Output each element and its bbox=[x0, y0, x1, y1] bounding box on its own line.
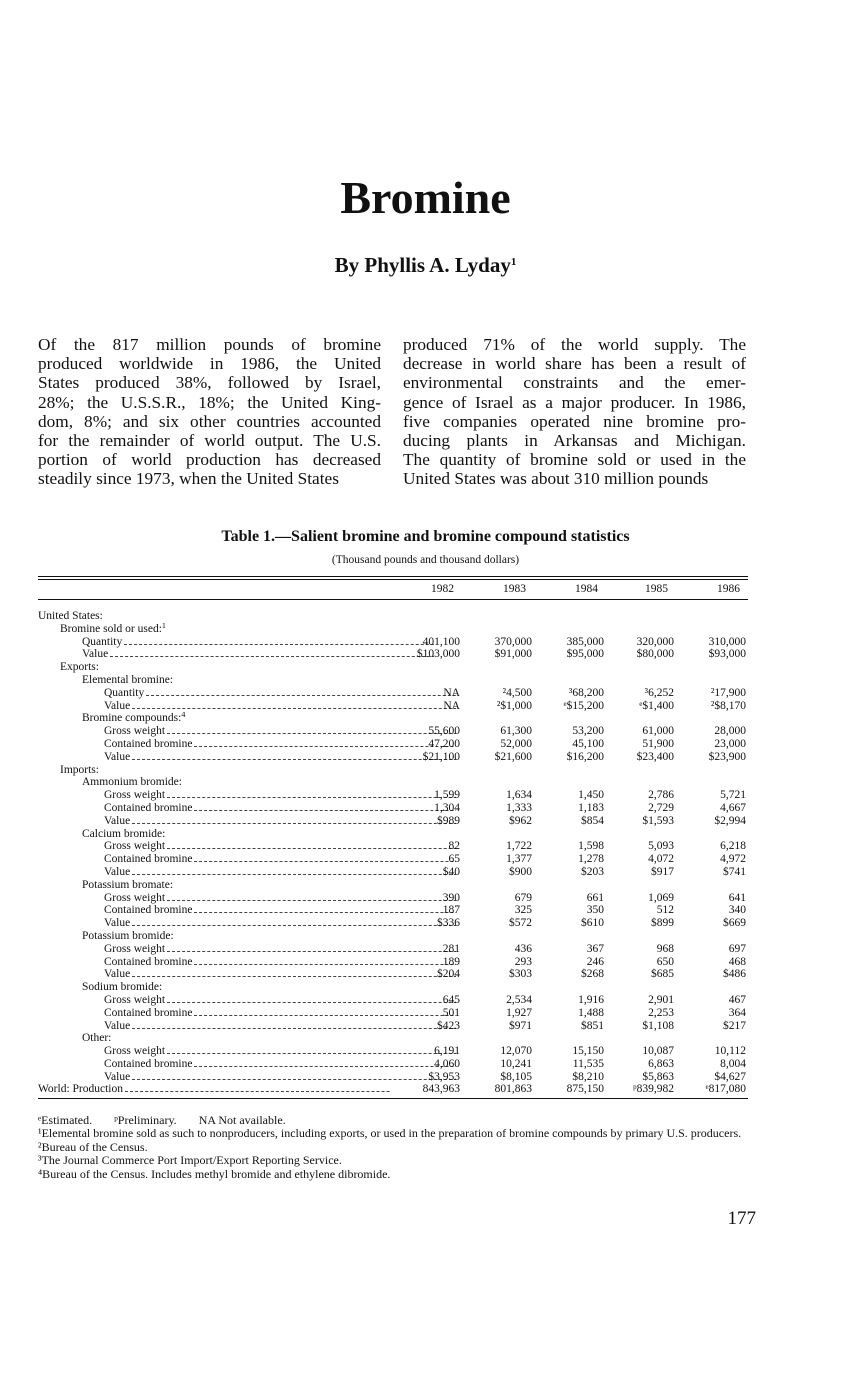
table-row bbox=[38, 853, 748, 866]
table-cell-1986: $2,994 bbox=[714, 814, 746, 827]
body-column-right bbox=[403, 335, 746, 489]
table-cell-1986: 4,972 bbox=[720, 853, 746, 866]
table-cell-1983: $900 bbox=[509, 865, 532, 878]
table-cell-1982: 187 bbox=[442, 904, 460, 917]
article-title: Bromine bbox=[340, 172, 511, 223]
table-cell-1983: 1,927 bbox=[506, 1006, 532, 1019]
table-cell-1983: $8,105 bbox=[500, 1070, 532, 1083]
body-column-left bbox=[38, 335, 381, 489]
table-cell-1985: 2,253 bbox=[648, 1006, 674, 1019]
footnote-2: ²Bureau of the Census. bbox=[38, 1139, 148, 1154]
table-cell-1986: 4,667 bbox=[720, 801, 746, 814]
table-row bbox=[38, 751, 748, 764]
table-cell-1983: 61,300 bbox=[500, 725, 532, 738]
table-cell-1986: 28,000 bbox=[714, 725, 746, 738]
table-cell-1983: ²4,500 bbox=[502, 686, 532, 699]
table-cell-1986: 697 bbox=[728, 942, 746, 955]
row-label-text: Contained bromine bbox=[104, 904, 193, 917]
byline bbox=[0, 252, 851, 278]
row-label-text: Value bbox=[104, 750, 131, 763]
row-label bbox=[38, 879, 434, 892]
row-label-text: Contained bromine bbox=[104, 801, 193, 814]
table-cell-1983: 2,534 bbox=[506, 993, 532, 1006]
row-label-text: Value bbox=[104, 699, 131, 712]
table-cell-1983: 10,241 bbox=[500, 1057, 532, 1070]
body-line: environmental constraints and the emer- bbox=[403, 373, 746, 393]
table-row bbox=[38, 840, 748, 853]
table-cell-1984: 1,916 bbox=[578, 993, 604, 1006]
table-cell-1985: 2,786 bbox=[648, 789, 674, 802]
table-row bbox=[38, 994, 748, 1007]
table-cell-1983: $21,600 bbox=[494, 750, 532, 763]
table-section-heading bbox=[38, 879, 748, 892]
table-cell-1985: 512 bbox=[656, 904, 674, 917]
table-cell-1984: $610 bbox=[581, 917, 604, 930]
row-label-text: Bromine sold or used: bbox=[60, 622, 162, 635]
year-header: 1984 bbox=[575, 583, 598, 595]
table-cell-1986: 364 bbox=[728, 1006, 746, 1019]
table-cell-1983: 1,333 bbox=[506, 801, 532, 814]
table-cell-1985: $1,593 bbox=[642, 814, 674, 827]
table-row bbox=[38, 1058, 748, 1071]
table-cell-1985: $1,108 bbox=[642, 1019, 674, 1032]
row-label-text: Contained bromine bbox=[104, 1057, 193, 1070]
table-cell-1986: 5,721 bbox=[720, 789, 746, 802]
table-row bbox=[38, 917, 748, 930]
table-cell-1984: $95,000 bbox=[566, 648, 604, 661]
table-cell-1984: 246 bbox=[586, 955, 604, 968]
table-cell-1984: ᵉ$15,200 bbox=[563, 699, 604, 712]
table-row bbox=[38, 1083, 748, 1096]
table-cell-1985: 51,900 bbox=[642, 737, 674, 750]
table-section-heading bbox=[38, 1032, 748, 1045]
row-label-text: Gross weight bbox=[104, 993, 166, 1006]
row-label bbox=[38, 764, 412, 777]
row-label bbox=[38, 661, 412, 674]
table-cell-1982: 281 bbox=[442, 942, 460, 955]
table-cell-1986: 6,218 bbox=[720, 840, 746, 853]
row-label bbox=[38, 776, 434, 789]
body-line: portion of world production has decreased bbox=[38, 450, 381, 470]
table-cell-1984: 1,450 bbox=[578, 789, 604, 802]
table-cell-1984: 367 bbox=[586, 942, 604, 955]
body-line: gence of Israel as a major producer. In 1986, bbox=[403, 392, 746, 412]
table-cell-1982: 82 bbox=[448, 840, 460, 853]
table-cell-1984: 385,000 bbox=[566, 635, 604, 648]
row-label-text: Contained bromine bbox=[104, 1006, 193, 1019]
table-row bbox=[38, 815, 748, 828]
row-label-text: Gross weight bbox=[104, 789, 166, 802]
table-row bbox=[38, 700, 748, 713]
table-row bbox=[38, 1007, 748, 1020]
row-label-text: Contained bromine bbox=[104, 853, 193, 866]
table-cell-1986: $741 bbox=[723, 865, 746, 878]
table-cell-1982: 390 bbox=[442, 891, 460, 904]
leader-dots bbox=[124, 643, 434, 645]
table-subtitle: (Thousand pounds and thousand dollars) bbox=[331, 554, 520, 566]
table-section-heading bbox=[38, 610, 748, 623]
table-row bbox=[38, 1045, 748, 1058]
table-cell-1984: $851 bbox=[581, 1019, 604, 1032]
table-cell-1983: 436 bbox=[514, 942, 532, 955]
body-line: produced 71% of the world supply. The bbox=[403, 335, 746, 354]
table-section-heading bbox=[38, 674, 748, 687]
body-line: States produced 38%, followed by Israel, bbox=[38, 373, 381, 393]
table-cell-1982: 6,191 bbox=[434, 1045, 460, 1058]
table-cell-1983: 293 bbox=[514, 955, 532, 968]
body-line: United States was about 310 million pounds bbox=[403, 469, 709, 489]
table-cell-1986: $93,000 bbox=[708, 648, 746, 661]
body-line: 28%; the U.S.S.R., 18%; the United King- bbox=[38, 392, 381, 412]
body-line: Of the 817 million pounds of bromine bbox=[38, 335, 381, 354]
table-cell-1984: $203 bbox=[581, 865, 604, 878]
table-cell-1983: $303 bbox=[509, 968, 532, 981]
table-section-heading bbox=[38, 828, 748, 841]
table-cell-1986: $4,627 bbox=[714, 1070, 746, 1083]
leader-dots bbox=[125, 1090, 390, 1092]
table-cell-1983: $572 bbox=[509, 917, 532, 930]
table-cell-1985: 650 bbox=[656, 955, 674, 968]
table-cell-1984: 15,150 bbox=[572, 1045, 604, 1058]
table-cell-1983: $962 bbox=[509, 814, 532, 827]
table-cell-1984: 1,488 bbox=[578, 1006, 604, 1019]
table-cell-1982: NA bbox=[443, 699, 460, 712]
row-label-text: Value bbox=[104, 1070, 131, 1083]
table-row bbox=[38, 725, 748, 738]
table-row bbox=[38, 892, 748, 905]
footnotes bbox=[38, 1114, 758, 1181]
table-cell-1982: 4,060 bbox=[434, 1057, 460, 1070]
table-cell-1985: 5,093 bbox=[648, 840, 674, 853]
footnote-4: ⁴Bureau of the Census. Includes methyl bromide and ethylene dibromide. bbox=[38, 1166, 391, 1181]
row-label bbox=[38, 636, 434, 649]
table-cell-1986: $669 bbox=[723, 917, 746, 930]
table-cell-1986: 8,004 bbox=[720, 1057, 746, 1070]
table-row bbox=[38, 789, 748, 802]
table-cell-1986: $217 bbox=[723, 1019, 746, 1032]
table-cell-1986: 10,112 bbox=[714, 1045, 746, 1058]
footnote-marker: 4 bbox=[181, 712, 186, 720]
row-label bbox=[38, 610, 390, 623]
table-section-heading bbox=[38, 776, 748, 789]
row-label-text: Bromine compounds: bbox=[82, 712, 182, 725]
table-cell-1985: $917 bbox=[651, 865, 674, 878]
row-label-text: Calcium bromide: bbox=[82, 827, 166, 840]
row-label-text: Gross weight bbox=[104, 891, 166, 904]
body-line: decrease in world share has been a result of bbox=[403, 354, 746, 374]
table-cell-1983: 52,000 bbox=[500, 737, 532, 750]
statistics-table-body bbox=[38, 610, 748, 1096]
table-cell-1986: 468 bbox=[728, 955, 746, 968]
row-label-text: Potassium bromate: bbox=[82, 878, 174, 891]
year-header: 1983 bbox=[503, 583, 526, 595]
row-label-text: Gross weight bbox=[104, 1045, 166, 1058]
row-label bbox=[38, 1083, 390, 1096]
table-row bbox=[38, 866, 748, 879]
leader-dots bbox=[110, 655, 434, 657]
table-cell-1982: 1,599 bbox=[434, 789, 460, 802]
table-cell-1984: ³68,200 bbox=[568, 686, 604, 699]
table-cell-1986: ²17,900 bbox=[710, 686, 746, 699]
table-cell-1984: 45,100 bbox=[572, 737, 604, 750]
table-section-heading bbox=[38, 712, 748, 725]
table-section-heading bbox=[38, 981, 748, 994]
row-label-text: Imports: bbox=[60, 763, 99, 776]
table-cell-1982: $21,100 bbox=[422, 750, 460, 763]
row-label-text: Gross weight bbox=[104, 725, 166, 738]
table-cell-1985: ᵖ839,982 bbox=[633, 1083, 674, 1096]
table-cell-1982: 501 bbox=[442, 1006, 460, 1019]
table-cell-1982: 843,963 bbox=[422, 1083, 460, 1096]
row-label-text: Elemental bromine: bbox=[82, 673, 174, 686]
body-line: dom, 8%; and six other countries accounted bbox=[38, 411, 381, 431]
table-cell-1982: NA bbox=[443, 686, 460, 699]
table-cell-1982: $204 bbox=[437, 968, 460, 981]
footnote-3: ³The Journal Commerce Port Import/Export Reporting Service. bbox=[38, 1153, 342, 1168]
body-line: ducing plants in Arkansas and Michigan. bbox=[403, 431, 746, 451]
row-label bbox=[38, 648, 434, 661]
table-cell-1986: ²$8,170 bbox=[710, 699, 746, 712]
table-cell-1983: 801,863 bbox=[494, 1083, 532, 1096]
row-label bbox=[38, 981, 434, 994]
table-top-rule bbox=[38, 576, 748, 577]
body-line: The quantity of bromine sold or used in the bbox=[403, 450, 746, 470]
legend-preliminary: ᵖPreliminary. bbox=[114, 1113, 177, 1127]
row-label bbox=[38, 712, 434, 725]
table-cell-1985: $80,000 bbox=[636, 648, 674, 661]
table-header-rule bbox=[38, 599, 748, 600]
footnote-1: ¹Elemental bromine sold as such to nonproducers, including exports, or used in the preparation of bromine compounds by primary U.S. producers. bbox=[38, 1126, 742, 1141]
table-section-heading bbox=[38, 661, 748, 674]
table-cell-1986: $23,900 bbox=[708, 750, 746, 763]
table-bottom-rule bbox=[38, 1098, 748, 1099]
table-cell-1984: 11,535 bbox=[572, 1057, 604, 1070]
table-cell-1982: 55,600 bbox=[428, 725, 460, 738]
row-label-text: Quantity bbox=[82, 635, 123, 648]
table-cell-1985: ᵉ$1,400 bbox=[639, 699, 674, 712]
byline-footnote-marker: 1 bbox=[510, 256, 517, 268]
legend-estimated: ᵉEstimated. bbox=[38, 1113, 93, 1127]
table-row bbox=[38, 687, 748, 700]
row-label-text: Sodium bromide: bbox=[82, 981, 163, 994]
table-cell-1984: $16,200 bbox=[566, 750, 604, 763]
table-cell-1982: $989 bbox=[437, 814, 460, 827]
row-label-text: Contained bromine bbox=[104, 955, 193, 968]
year-header: 1985 bbox=[645, 583, 668, 595]
body-line: steadily since 1973, when the United States bbox=[38, 469, 339, 489]
table-cell-1985: 6,863 bbox=[648, 1057, 674, 1070]
table-cell-1986: 467 bbox=[728, 993, 746, 1006]
row-label-text: Gross weight bbox=[104, 840, 166, 853]
table-cell-1984: $854 bbox=[581, 814, 604, 827]
table-cell-1985: 10,087 bbox=[642, 1045, 674, 1058]
table-cell-1982: 645 bbox=[442, 993, 460, 1006]
body-line: for the remainder of world output. The U.S. bbox=[38, 431, 381, 451]
footnote-marker: 1 bbox=[161, 622, 166, 630]
table-section-heading bbox=[38, 623, 748, 636]
table-row bbox=[38, 1071, 748, 1084]
table-cell-1982: 65 bbox=[448, 853, 460, 866]
table-cell-1982: 189 bbox=[442, 955, 460, 968]
row-label-text: Value bbox=[104, 1019, 131, 1032]
table-cell-1985: 61,000 bbox=[642, 725, 674, 738]
table-cell-1982: 47,200 bbox=[428, 737, 460, 750]
row-label bbox=[38, 1032, 434, 1045]
table-cell-1986: 641 bbox=[728, 891, 746, 904]
table-cell-1983: 1,634 bbox=[506, 789, 532, 802]
table-row bbox=[38, 636, 748, 649]
table-cell-1984: $268 bbox=[581, 968, 604, 981]
table-cell-1985: $23,400 bbox=[636, 750, 674, 763]
table-cell-1983: $971 bbox=[509, 1019, 532, 1032]
table-row bbox=[38, 738, 748, 751]
row-label bbox=[38, 930, 434, 943]
table-row bbox=[38, 943, 748, 956]
row-label-text: Value bbox=[104, 865, 131, 878]
table-cell-1982: $3,953 bbox=[428, 1070, 460, 1083]
row-label-text: Value bbox=[104, 917, 131, 930]
table-cell-1982: $423 bbox=[437, 1019, 460, 1032]
table-cell-1983: $91,000 bbox=[494, 648, 532, 661]
table-cell-1983: 370,000 bbox=[494, 635, 532, 648]
table-cell-1986: 310,000 bbox=[708, 635, 746, 648]
table-cell-1985: 1,069 bbox=[648, 891, 674, 904]
body-line: produced worldwide in 1986, the United bbox=[38, 354, 381, 374]
row-label-text: Potassium bromide: bbox=[82, 929, 174, 942]
table-cell-1983: 679 bbox=[514, 891, 532, 904]
table-cell-1986: 23,000 bbox=[714, 737, 746, 750]
row-label bbox=[38, 623, 412, 636]
row-label-text: United States: bbox=[38, 610, 103, 622]
row-label bbox=[38, 674, 434, 687]
table-section-heading bbox=[38, 764, 748, 777]
table-cell-1985: $899 bbox=[651, 917, 674, 930]
table-cell-1985: 4,072 bbox=[648, 853, 674, 866]
table-cell-1983: ²$1,000 bbox=[496, 699, 532, 712]
table-cell-1984: 661 bbox=[586, 891, 604, 904]
row-label-text: Gross weight bbox=[104, 942, 166, 955]
legend-not-available: NA Not available. bbox=[198, 1113, 286, 1127]
table-cell-1983: 1,377 bbox=[506, 853, 532, 866]
row-label-text: Value bbox=[104, 814, 131, 827]
table-row bbox=[38, 1020, 748, 1033]
table-cell-1985: $685 bbox=[651, 968, 674, 981]
table-cell-1982: 401,100 bbox=[422, 635, 460, 648]
table-cell-1986: ᵉ817,080 bbox=[705, 1083, 746, 1096]
row-label-text: Ammonium bromide: bbox=[82, 776, 182, 789]
table-cell-1985: 2,901 bbox=[648, 993, 674, 1006]
table-cell-1984: 1,598 bbox=[578, 840, 604, 853]
table-top-rule-2 bbox=[38, 579, 748, 580]
table-cell-1982: $103,000 bbox=[416, 648, 460, 661]
table-cell-1984: 1,278 bbox=[578, 853, 604, 866]
table-cell-1984: 350 bbox=[586, 904, 604, 917]
table-row bbox=[38, 648, 748, 661]
table-title: Table 1.—Salient bromine and bromine compound statistics bbox=[221, 528, 630, 545]
table-row bbox=[38, 968, 748, 981]
table-cell-1985: ³6,252 bbox=[644, 686, 674, 699]
table-cell-1985: 320,000 bbox=[636, 635, 674, 648]
table-cell-1985: $5,863 bbox=[642, 1070, 674, 1083]
row-label-text: Contained bromine bbox=[104, 737, 193, 750]
table-cell-1984: 875,150 bbox=[566, 1083, 604, 1096]
row-label-text: Quantity bbox=[104, 686, 145, 699]
table-row bbox=[38, 802, 748, 815]
table-cell-1982: $40 bbox=[442, 865, 460, 878]
row-label-text: Other: bbox=[82, 1032, 112, 1045]
author-line: By Phyllis A. Lyday bbox=[334, 253, 511, 277]
table-section-heading bbox=[38, 930, 748, 943]
body-line: five companies operated nine bromine pro- bbox=[403, 411, 746, 431]
footnote-legend bbox=[38, 1114, 758, 1127]
table-cell-1983: 1,722 bbox=[506, 840, 532, 853]
table-row bbox=[38, 904, 748, 917]
table-cell-1983: 12,070 bbox=[500, 1045, 532, 1058]
table-cell-1986: 340 bbox=[728, 904, 746, 917]
table-cell-1984: 53,200 bbox=[572, 725, 604, 738]
year-header: 1982 bbox=[431, 583, 454, 595]
table-cell-1985: 2,729 bbox=[648, 801, 674, 814]
row-label-text: World: Production bbox=[38, 1083, 123, 1096]
row-label-text: Exports: bbox=[60, 661, 99, 674]
row-label-text: Value bbox=[82, 648, 109, 661]
row-label-text: Value bbox=[104, 968, 131, 981]
table-cell-1983: 325 bbox=[514, 904, 532, 917]
table-cell-1984: 1,183 bbox=[578, 801, 604, 814]
table-cell-1985: 968 bbox=[656, 942, 674, 955]
row-label bbox=[38, 828, 434, 841]
page-number: 177 bbox=[727, 1208, 756, 1229]
table-cell-1984: $8,210 bbox=[572, 1070, 604, 1083]
table-cell-1982: $336 bbox=[437, 917, 460, 930]
table-cell-1986: $486 bbox=[723, 968, 746, 981]
year-header: 1986 bbox=[717, 583, 740, 595]
table-cell-1982: 1,304 bbox=[434, 801, 460, 814]
table-row bbox=[38, 956, 748, 969]
